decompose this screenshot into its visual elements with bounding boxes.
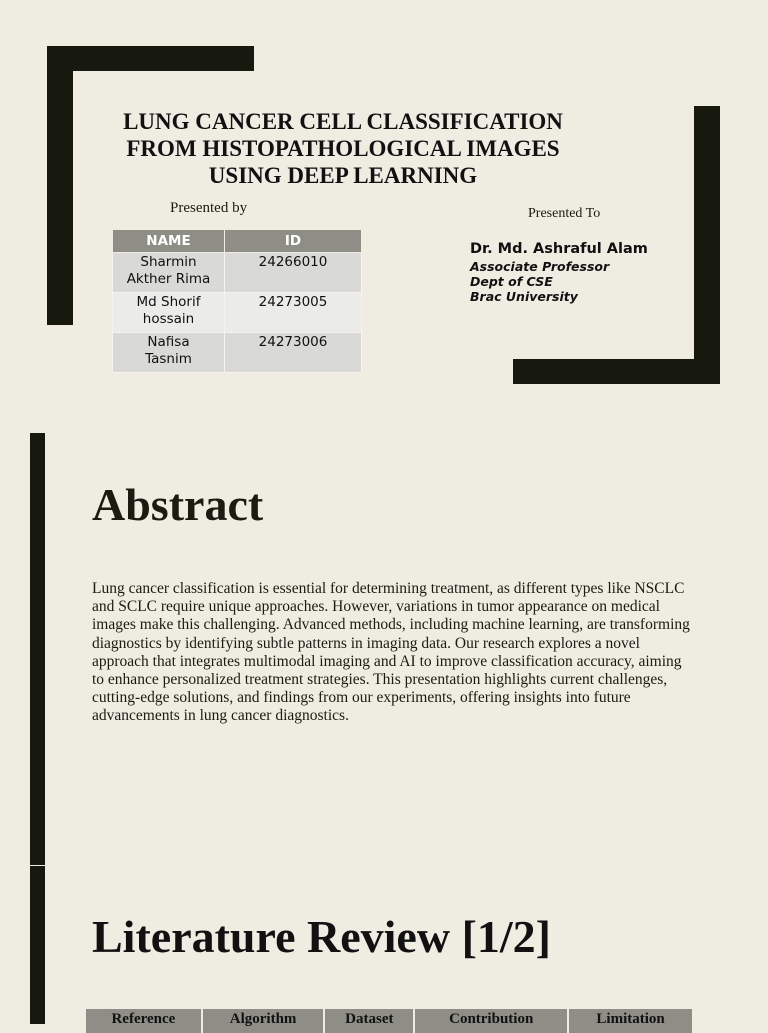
- supervisor-university: Brac University: [470, 289, 578, 304]
- members-table: [112, 229, 362, 373]
- member-name-line: Md Shorif: [136, 294, 201, 310]
- lit-header-dataset: Dataset: [324, 1009, 414, 1033]
- supervisor-department: Dept of CSE: [470, 274, 553, 289]
- table-row: [113, 253, 362, 293]
- members-table-header-row: [113, 230, 362, 253]
- member-name-cell: [113, 333, 225, 373]
- presented-by-label: Presented by: [170, 200, 248, 216]
- lit-header-reference: Reference: [86, 1009, 202, 1033]
- presentation-title: [80, 108, 606, 189]
- member-id-cell: 24266010: [225, 253, 362, 293]
- literature-table: [86, 1009, 692, 1033]
- lit-header-contribution: Contribution: [414, 1009, 568, 1033]
- member-id-cell: 24273006: [225, 333, 362, 373]
- lit-header-limitation: Limitation: [568, 1009, 692, 1033]
- abstract-body: Lung cancer classification is essential for determining treatment, as different types like NSCLC and SCLC require unique approaches. However, variations in tumor appearance on medical images make this challenging. Advanced methods, including machine learning, are transforming diagnostics by identifying subtle patterns in imaging data. Our research explores a novel approach that integrates multimodal imaging and AI to improve classification accuracy, aiming to enhance personalized treatment strategies. This presentation highlights current challenges, cutting-edge solutions, and findings from our experiments, offering insights into future advancements in lung cancer diagnostics.: [92, 580, 690, 725]
- presented-to-label: Presented To: [528, 206, 601, 221]
- supervisor-block: [470, 240, 648, 304]
- supervisor-designation: Associate Professor: [470, 259, 610, 274]
- table-row: [113, 333, 362, 373]
- frame-bar-bottom-right-vertical: [694, 106, 720, 384]
- member-id-cell: 24273005: [225, 293, 362, 333]
- member-name-line: Sharmin: [140, 254, 197, 270]
- frame-bar-top-left-horizontal: [47, 46, 254, 71]
- frame-bar-bottom-right-horizontal: [513, 359, 720, 384]
- literature-table-header-row: [86, 1009, 692, 1033]
- literature-review-heading: Literature Review [1/2]: [92, 911, 551, 962]
- member-name-cell: [113, 253, 225, 293]
- title-line: FROM HISTOPATHOLOGICAL IMAGES: [126, 136, 560, 161]
- member-name-line: hossain: [142, 311, 195, 327]
- frame-bar-top-left-vertical: [47, 46, 73, 325]
- member-name-line: Akther Rima: [126, 271, 211, 287]
- members-header-name: NAME: [113, 230, 225, 253]
- title-line: LUNG CANCER CELL CLASSIFICATION: [123, 109, 563, 134]
- member-name-cell: [113, 293, 225, 333]
- lit-header-algorithm: Algorithm: [202, 1009, 325, 1033]
- title-line: USING DEEP LEARNING: [208, 163, 478, 188]
- abstract-heading: Abstract: [92, 479, 264, 530]
- member-name-line: Tasnim: [145, 351, 192, 367]
- slide-accent-bar-abstract: [30, 433, 45, 865]
- table-row: [113, 293, 362, 333]
- member-name-line: Nafisa: [147, 334, 190, 350]
- supervisor-name: Dr. Md. Ashraful Alam: [470, 241, 648, 257]
- slide-accent-bar-literature: [30, 866, 45, 1024]
- members-header-id: ID: [225, 230, 362, 253]
